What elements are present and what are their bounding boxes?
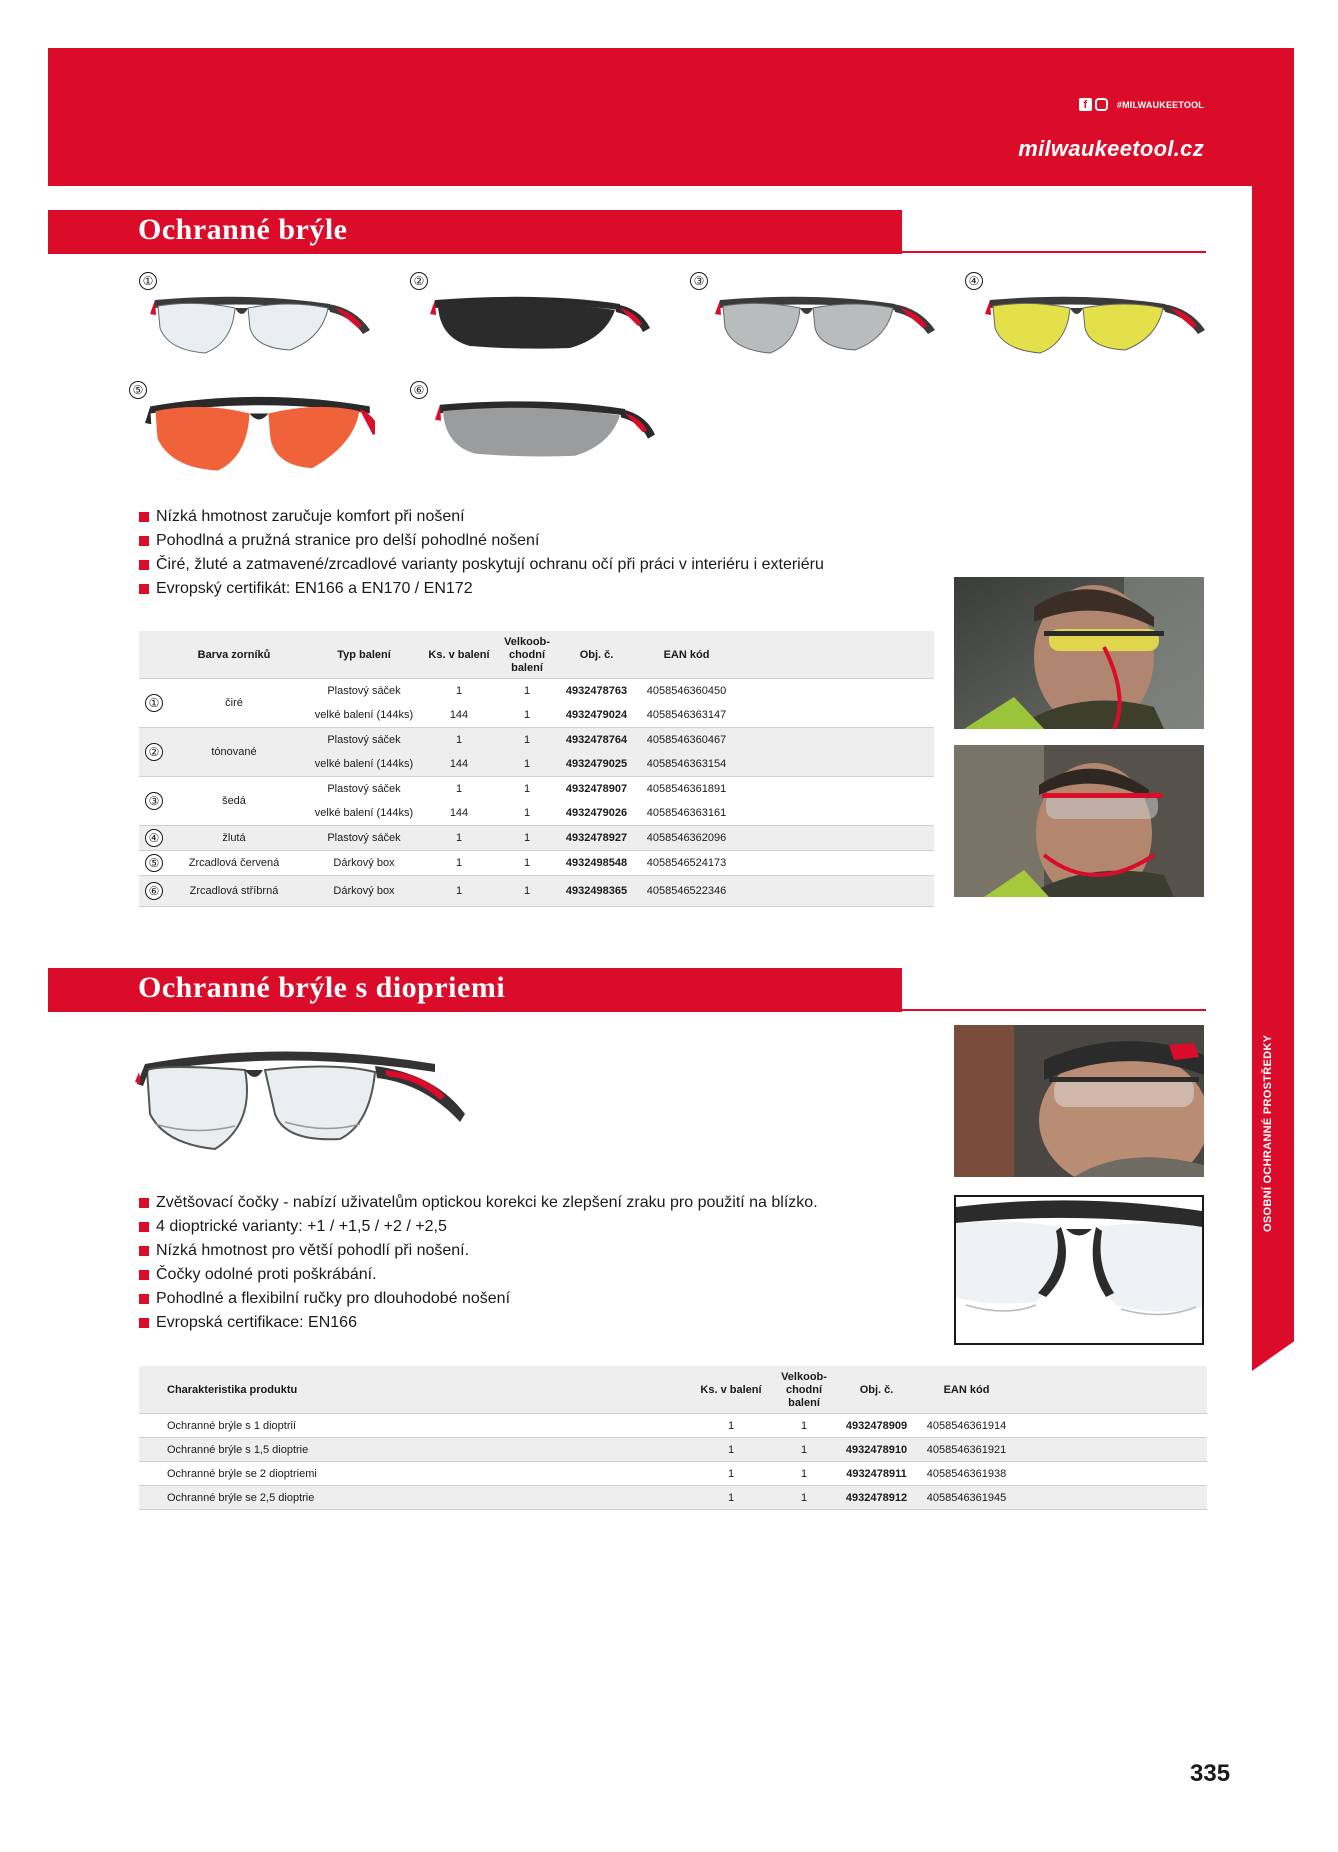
cell-pack-type: velké balení (144ks) <box>314 758 414 770</box>
section-title: Ochranné brýle <box>138 213 348 246</box>
cell-qty: 1 <box>455 857 463 869</box>
cell-order-no: 4932478910 <box>845 1444 908 1456</box>
cell-qty: 144 <box>449 758 469 770</box>
table-header <box>139 631 934 679</box>
cell-order-no: 4932478909 <box>845 1420 908 1432</box>
col-header-pack-type: Typ balení <box>337 648 391 661</box>
cell-bulk: 1 <box>523 734 531 746</box>
cell-pack-type: Plastový sáček <box>327 832 401 844</box>
feature-bullet: 4 dioptrické varianty: +1 / +1,5 / +2 / +2,5 <box>139 1215 818 1239</box>
cell-ean: 4058546524173 <box>646 857 727 869</box>
feature-bullet: Evropský certifikát: EN166 a EN170 / EN172 <box>139 577 824 601</box>
cell-bulk: 1 <box>523 709 531 721</box>
row-product-number: ① <box>145 694 163 712</box>
cell-lens-color: šedá <box>222 795 246 807</box>
worker-photo-clear-glasses <box>954 745 1204 897</box>
cell-bulk: 1 <box>800 1468 808 1480</box>
cell-pack-type: Plastový sáček <box>327 685 401 697</box>
col-header-bulk: Velkoob-chodní balení <box>504 635 550 674</box>
feature-bullet: Nízká hmotnost zaručuje komfort při nošení <box>139 505 824 529</box>
cell-bulk: 1 <box>523 832 531 844</box>
cell-lens-color: žlutá <box>222 832 246 844</box>
website-url[interactable]: milwaukeetool.cz <box>1018 136 1204 161</box>
table-row-group <box>139 679 934 728</box>
cell-lens-color: čiré <box>225 697 243 709</box>
cell-bulk: 1 <box>800 1492 808 1504</box>
product-number-badge: ⑥ <box>410 381 428 399</box>
worker-photo-diopter-glasses <box>954 1025 1204 1177</box>
cell-order-no: 4932498548 <box>565 857 628 869</box>
cell-order-no: 4932479025 <box>565 758 628 770</box>
cell-pack-type: Dárkový box <box>333 885 395 897</box>
worker-photo-yellow-glasses <box>954 577 1204 729</box>
col-header-product: Charakteristika produktu <box>167 1383 298 1396</box>
cell-bulk: 1 <box>523 857 531 869</box>
product-number-badge: ⑤ <box>129 381 147 399</box>
cell-pack-type: Plastový sáček <box>327 783 401 795</box>
feature-list-safety-glasses <box>139 505 824 601</box>
cell-order-no: 4932478763 <box>565 685 628 697</box>
col-header-qty: Ks. v balení <box>700 1383 762 1396</box>
col-header-order-no: Obj. č. <box>579 648 614 661</box>
cell-ean: 4058546363147 <box>646 709 727 721</box>
cell-ean: 4058546363161 <box>646 807 727 819</box>
section-underline <box>48 251 1206 253</box>
cell-pack-type: velké balení (144ks) <box>314 807 414 819</box>
chapter-side-tab-label: OSOBNÍ OCHRANNÉ PROSTŘEDKY <box>1262 1034 1274 1232</box>
cell-qty: 1 <box>455 885 463 897</box>
table-row-group <box>139 777 934 826</box>
cell-bulk: 1 <box>523 758 531 770</box>
feature-list-diopter-glasses <box>139 1191 818 1335</box>
page-number: 335 <box>1190 1760 1231 1787</box>
cell-bulk: 1 <box>523 807 531 819</box>
social-links <box>1079 98 1204 111</box>
feature-bullet: Pohodlné a flexibilní ručky pro dlouhodobé nošení <box>139 1287 818 1311</box>
cell-qty: 1 <box>455 734 463 746</box>
row-product-number: ⑥ <box>145 882 163 900</box>
table-row <box>139 1438 1207 1462</box>
safety-glasses-product-image <box>150 288 370 368</box>
col-header-ean: EAN kód <box>943 1383 990 1396</box>
cell-qty: 144 <box>449 709 469 721</box>
cell-bulk: 1 <box>800 1420 808 1432</box>
cell-ean: 4058546361891 <box>646 783 727 795</box>
product-number-badge: ① <box>139 272 157 290</box>
cell-ean: 4058546522346 <box>646 885 727 897</box>
row-product-number: ⑤ <box>145 854 163 872</box>
cell-product-name: Ochranné brýle se 2 dioptriemi <box>167 1468 317 1480</box>
row-product-number: ③ <box>145 792 163 810</box>
section-bar-diopter-glasses <box>48 968 902 1012</box>
table-row-group <box>139 728 934 777</box>
table-body <box>139 679 934 907</box>
cell-order-no: 4932498365 <box>565 885 628 897</box>
cell-ean: 4058546362096 <box>646 832 727 844</box>
section-underline <box>48 1009 1206 1011</box>
cell-order-no: 4932478907 <box>565 783 628 795</box>
col-header-lens-color: Barva zorníků <box>197 648 271 661</box>
safety-glasses-product-image <box>430 288 650 368</box>
cell-lens-color: Zrcadlová červená <box>188 857 280 869</box>
cell-qty: 1 <box>727 1420 735 1432</box>
col-header-ean: EAN kód <box>663 648 710 661</box>
safety-glasses-product-image <box>985 288 1205 368</box>
cell-bulk: 1 <box>523 685 531 697</box>
table-body <box>139 1414 1207 1510</box>
cell-lens-color: tónované <box>211 746 257 758</box>
cell-qty: 144 <box>449 807 469 819</box>
cell-product-name: Ochranné brýle s 1 dioptrií <box>167 1420 297 1432</box>
cell-pack-type: Plastový sáček <box>327 734 401 746</box>
product-number-badge: ② <box>410 272 428 290</box>
social-hashtag: #MILWAUKEETOOL <box>1116 99 1204 110</box>
product-number-badge: ④ <box>965 272 983 290</box>
cell-qty: 1 <box>455 783 463 795</box>
cell-ean: 4058546361914 <box>926 1420 1007 1432</box>
cell-ean: 4058546361945 <box>926 1492 1007 1504</box>
col-header-bulk: Velkoob-chodní balení <box>781 1370 827 1409</box>
cell-bulk: 1 <box>800 1444 808 1456</box>
section-bar-safety-glasses <box>48 210 902 254</box>
safety-glasses-product-image <box>715 288 935 368</box>
cell-qty: 1 <box>727 1444 735 1456</box>
col-header-qty: Ks. v balení <box>428 648 490 661</box>
cell-order-no: 4932478764 <box>565 734 628 746</box>
col-header-order-no: Obj. č. <box>859 1383 894 1396</box>
cell-ean: 4058546360450 <box>646 685 727 697</box>
safety-glasses-product-image <box>435 392 655 477</box>
feature-bullet: Čočky odolné proti poškrábání. <box>139 1263 818 1287</box>
cell-product-name: Ochranné brýle s 1,5 dioptrie <box>167 1444 309 1456</box>
cell-qty: 1 <box>727 1468 735 1480</box>
cell-order-no: 4932479026 <box>565 807 628 819</box>
instagram-icon[interactable] <box>1095 98 1108 111</box>
table-row-group <box>139 851 934 876</box>
safety-glasses-product-image <box>145 385 375 480</box>
table-row <box>139 1486 1207 1510</box>
cell-bulk: 1 <box>523 885 531 897</box>
cell-ean: 4058546363154 <box>646 758 727 770</box>
diopter-glasses-product-image <box>135 1044 475 1164</box>
feature-bullet: Čiré, žluté a zatmavené/zrcadlové varianty poskytují ochranu očí při práci v interiéru i exteriéru <box>139 553 824 577</box>
cell-lens-color: Zrcadlová stříbrná <box>189 885 279 897</box>
facebook-icon[interactable]: f <box>1079 98 1092 111</box>
table-row <box>139 1462 1207 1486</box>
row-product-number: ② <box>145 743 163 761</box>
diopter-lens-closeup-photo <box>954 1195 1204 1345</box>
cell-order-no: 4932478927 <box>565 832 628 844</box>
product-table-diopter-glasses <box>139 1366 1207 1510</box>
section-title: Ochranné brýle s diopriemi <box>138 971 506 1004</box>
page-header <box>48 48 1294 186</box>
feature-bullet: Zvětšovací čočky - nabízí uživatelům optickou korekci ke zlepšení zraku pro použití na blízko. <box>139 1191 818 1215</box>
feature-bullet: Pohodlná a pružná stranice pro delší pohodlné nošení <box>139 529 824 553</box>
cell-order-no: 4932478911 <box>846 1468 907 1480</box>
cell-product-name: Ochranné brýle se 2,5 dioptrie <box>167 1492 315 1504</box>
cell-pack-type: velké balení (144ks) <box>314 709 414 721</box>
cell-order-no: 4932479024 <box>565 709 628 721</box>
cell-ean: 4058546361921 <box>926 1444 1007 1456</box>
table-row <box>139 1414 1207 1438</box>
cell-qty: 1 <box>455 685 463 697</box>
feature-bullet: Evropská certifikace: EN166 <box>139 1311 818 1335</box>
row-product-number: ④ <box>145 829 163 847</box>
cell-ean: 4058546361938 <box>926 1468 1007 1480</box>
product-number-badge: ③ <box>690 272 708 290</box>
cell-order-no: 4932478912 <box>845 1492 908 1504</box>
feature-bullet: Nízká hmotnost pro větší pohodlí při nošení. <box>139 1239 818 1263</box>
cell-qty: 1 <box>455 832 463 844</box>
cell-pack-type: Dárkový box <box>333 857 395 869</box>
table-row-group <box>139 876 934 907</box>
cell-bulk: 1 <box>523 783 531 795</box>
table-header <box>139 1366 1207 1414</box>
product-table-safety-glasses <box>139 631 934 907</box>
cell-qty: 1 <box>727 1492 735 1504</box>
cell-ean: 4058546360467 <box>646 734 727 746</box>
table-row-group <box>139 826 934 851</box>
